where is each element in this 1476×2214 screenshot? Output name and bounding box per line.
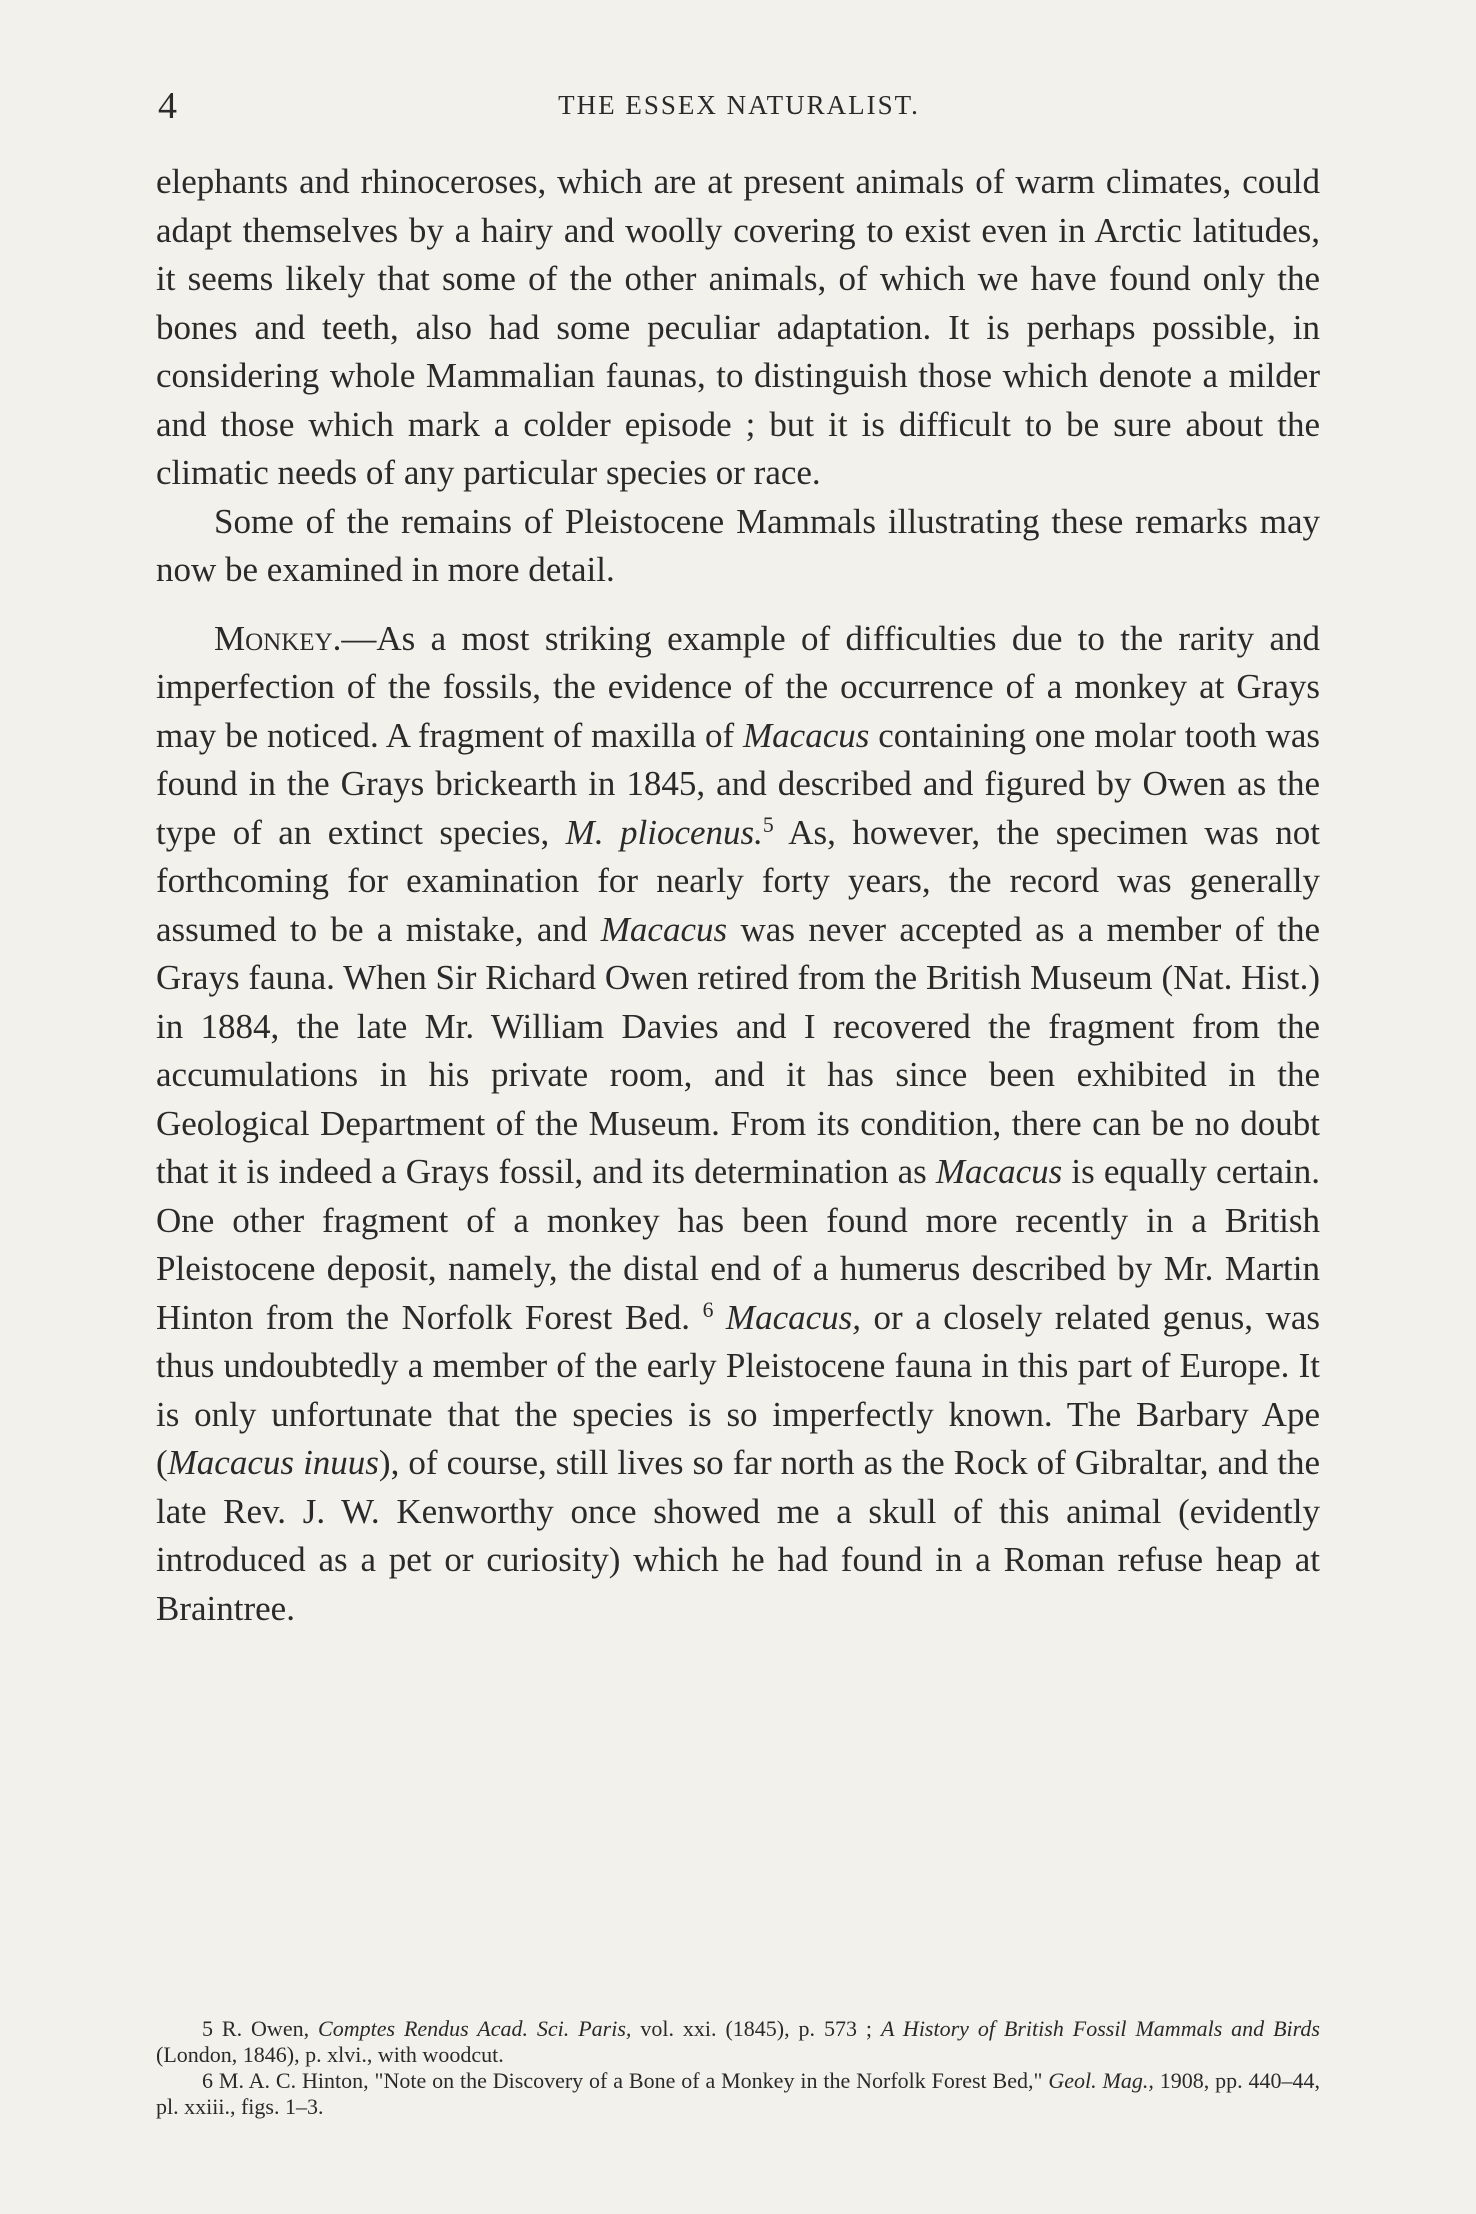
taxon-name: M. pliocenus.	[565, 812, 763, 852]
taxon-name: Macacus,	[725, 1297, 862, 1337]
taxon-name: Macacus	[743, 715, 870, 755]
paragraph-monkey	[156, 615, 1320, 1634]
section-heading-monkey: Monkey.	[214, 618, 342, 658]
footnote-citation: A History of British Fossil Mammals and Birds	[880, 2016, 1320, 2041]
paragraph-1: elephants and rhinoceroses, which are at present animals of warm climates, could adapt themselves by a hairy and woolly covering to exist even in Arctic latitudes, it seems likely that some of the other animals, of which we have found only the bones and teeth, also had some peculiar adaptation. It is perhaps possible, in considering whole Mammalian faunas, to distinguish those which denote a milder and those which mark a colder episode ; but it is difficult to be sure about the climatic needs of any particular species or race.	[156, 162, 1320, 492]
text-segment: containing one molar tooth was found in the Grays brickearth in 1845, and described and figured by Owen as the type of an extinct species,	[156, 715, 1320, 852]
footnote-text: 1908, pp. 440–44, pl. xxiii., figs. 1–3.	[156, 2068, 1320, 2119]
footnote-text: M. A. C. Hinton, "Note on the Discovery of a Bone of a Monkey in the Norfolk Forest Bed,"	[213, 2068, 1049, 2093]
text-segment: ), of course, still lives so far north as the Rock of Gibraltar, and the late Rev. J. W. Kenworthy once showed me a skull of this animal (evidently introduced as a pet or curiosity) which he had found in a Roman refuse heap at Braintree.	[156, 1443, 1320, 1628]
taxon-name: Macacus	[600, 909, 728, 949]
text-segment: or a closely related genus, was thus undoubtedly a member of the early Pleistocene fauna in this part of Europe. It is only unfortunate that the species is so imperfectly known. The Barbary Ape (	[156, 1297, 1320, 1482]
paragraph-2: Some of the remains of Pleistocene Mammals illustrating these remarks may now be examined in more detail.	[156, 501, 1320, 589]
taxon-name: Macacus	[935, 1152, 1063, 1191]
page-number: 4	[158, 85, 177, 127]
footnote-citation: Geol. Mag.,	[1048, 2068, 1154, 2093]
footnote-number: 6	[202, 2068, 213, 2093]
footnote-text: vol. xxi. (1845), p. 573 ;	[631, 2016, 881, 2041]
footnote-text: R. Owen,	[213, 2016, 319, 2041]
text-segment: As, however, the specimen was not forthcoming for examination for nearly forty years, the record was generally assumed to be a mistake, and	[156, 812, 1320, 949]
footnote-5	[156, 2016, 1320, 2068]
text-segment: was never accepted as a member of the Grays fauna. When Sir Richard Owen retired from the British Museum (Nat. Hist.) in 1884, the late Mr. William Davies and I recovered the fragment from the accumulations in his private room, and it has since been exhibited in the Geological Department of the Museum. From its condition, there can be no doubt that it is indeed a Grays fossil, and its determination as	[156, 909, 1320, 1191]
body-text	[156, 158, 1320, 1633]
footnote-6	[156, 2068, 1320, 2120]
page-header	[158, 84, 1320, 132]
footnote-ref-6: 6	[702, 1297, 714, 1322]
footnotes	[156, 2016, 1320, 2120]
taxon-name: Macacus inuus	[167, 1443, 379, 1482]
running-head: THE ESSEX NATURALIST.	[558, 90, 920, 120]
footnote-number: 5	[202, 2016, 213, 2041]
text-segment: —As a most striking example of difficulties due to the rarity and imperfection of the fossils, the evidence of the occurrence of a monkey at Grays may be noticed. A fragment of maxilla of	[156, 618, 1320, 755]
text-segment: is equally certain. One other fragment of a monkey has been found more recently in a British Pleistocene deposit, namely, the distal end of a humerus described by Mr. Martin Hinton from the Norfolk Forest Bed.	[156, 1152, 1320, 1337]
footnote-ref-5: 5	[762, 812, 774, 837]
footnote-text: (London, 1846), p. xlvi., with woodcut.	[156, 2042, 504, 2067]
text-segment	[713, 1298, 726, 1337]
footnote-citation: Comptes Rendus Acad. Sci. Paris,	[318, 2016, 632, 2041]
